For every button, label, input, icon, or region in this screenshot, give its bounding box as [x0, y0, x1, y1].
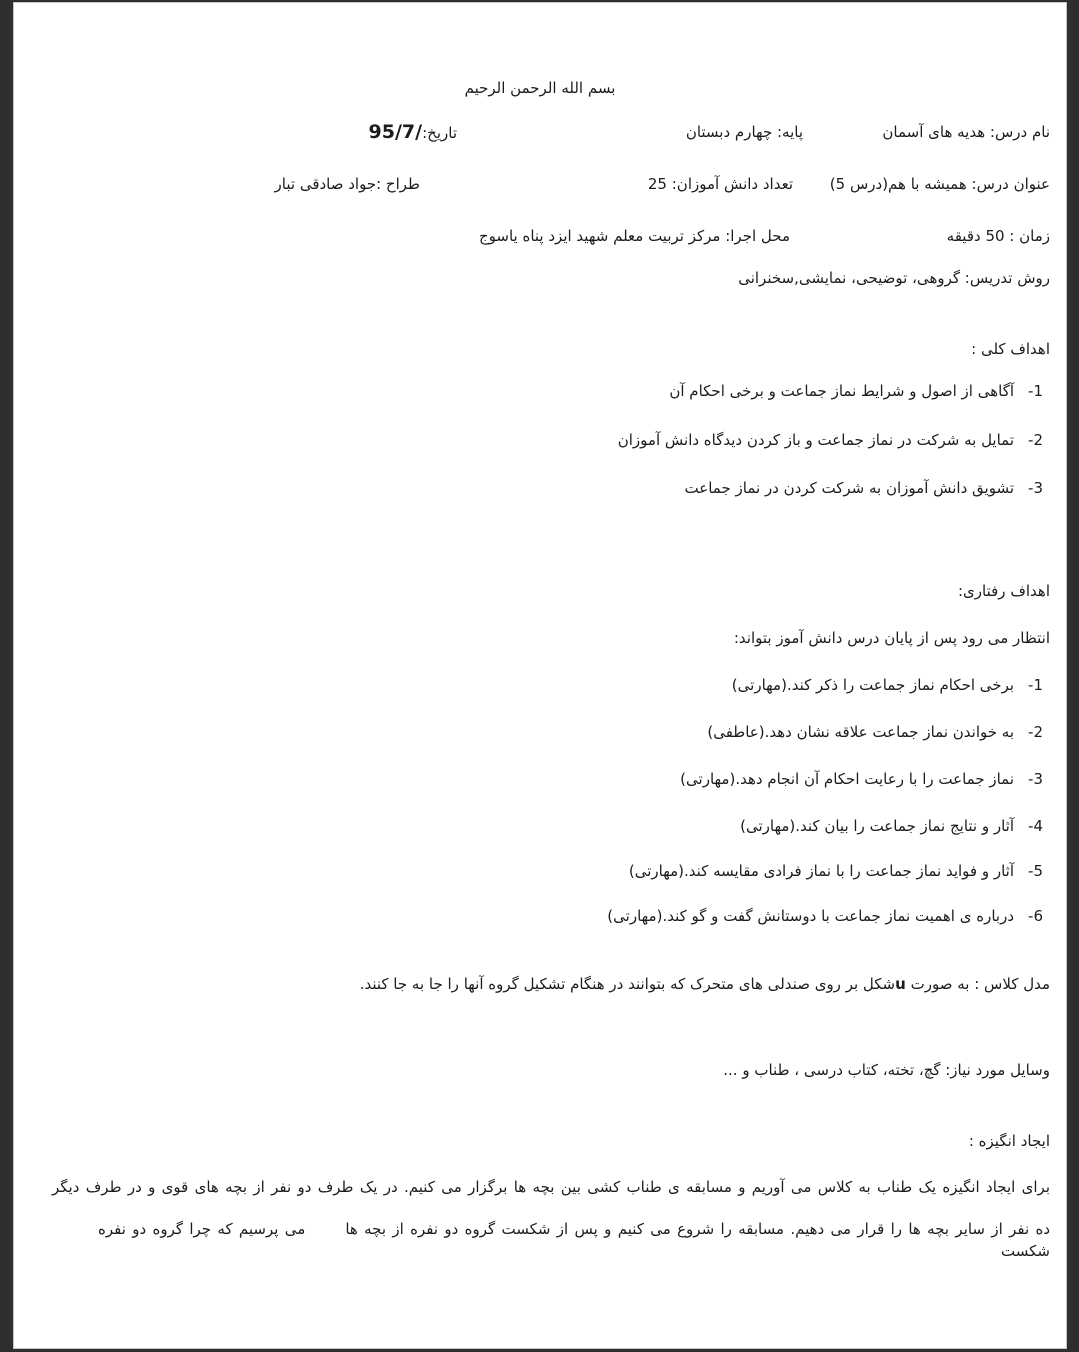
list-item-number: 1- [1028, 382, 1043, 400]
list-item-number: 3- [1028, 479, 1043, 497]
list-item-number: 2- [1028, 723, 1043, 741]
duration-field: زمان : 50 دقیقه [946, 227, 1050, 245]
u-shape-letter: u [895, 975, 906, 993]
designer-field: طراح :جواد صادقی تبار [274, 175, 420, 193]
class-model-suffix: شکل بر روی صندلی های متحرک که بتوانند در هنگام تشکیل گروه آنها را جا به جا کنند. [359, 975, 896, 993]
list-item-text: برخی احکام نماز جماعت را ذکر کند.(مهارتی) [731, 676, 1015, 694]
list-item-number: 6- [1028, 907, 1043, 925]
document-page [13, 2, 1067, 1349]
motivation-heading: ایجاد انگیزه : [968, 1132, 1050, 1150]
motivation-line2-part1: ده نفر از سایر بچه ها را قرار می دهیم. مسابقه را شروع می کنیم و پس از شکست گروه دو نفره از بچه ها [345, 1220, 1050, 1238]
grade-field: پایه: چهارم دبستان [685, 123, 803, 141]
motivation-paragraph-line1: برای ایجاد انگیزه یک طناب به کلاس می آوریم و مسابقه ی طناب کشی بین بچه ها برگزار می کنیم. در یک طرف دو نفر از بچه های قوی و در طرف دیگر [52, 1178, 1050, 1196]
list-item-number: 3- [1028, 770, 1043, 788]
behavioral-objective-item [629, 860, 1043, 882]
behavioral-objectives-intro: انتظار می رود پس از پایان درس دانش آموز بتواند: [733, 629, 1050, 647]
list-item-text: آثار و فواید نماز جماعت را با نماز فرادی مقایسه کند.(مهارتی) [628, 862, 1015, 880]
list-item-number: 1- [1028, 676, 1043, 694]
list-item-number: 5- [1028, 862, 1043, 880]
list-item-text: تشویق دانش آموزان به شرکت کردن در نماز جماعت [684, 479, 1015, 497]
teaching-method-line: روش تدریس: گروهی، توضیحی، نمایشی,سخنرانی [738, 269, 1050, 287]
date-value: 95/7/ [368, 121, 423, 143]
bismillah-line: بسم الله الرحمن الرحیم [464, 79, 616, 97]
list-item-text: نماز جماعت را با رعایت احکام آن انجام دهد.(مهارتی) [680, 770, 1015, 788]
location-field: محل اجرا: مرکز تربیت معلم شهید ایزد پناه یاسوج [478, 227, 790, 245]
lesson-name-field: نام درس: هدیه های آسمان [882, 123, 1050, 141]
list-item-text: تمایل به شرکت در نماز جماعت و باز کردن دیدگاه دانش آموزان [617, 431, 1015, 449]
behavioral-objectives-heading: اهداف رفتاری: [958, 582, 1050, 600]
motivation-line2-part2: می پرسیم که چرا گروه دو نفره شکست [98, 1220, 1050, 1260]
list-item-text: آگاهی از اصول و شرایط نماز جماعت و برخی احکام آن [669, 382, 1015, 400]
list-item-number: 2- [1028, 431, 1043, 449]
behavioral-objective-item [740, 815, 1043, 837]
date-field [369, 121, 457, 144]
class-model-prefix: مدل کلاس : به صورت [905, 975, 1050, 993]
student-count-field: تعداد دانش آموزان: 25 [647, 175, 793, 193]
behavioral-objective-item [732, 674, 1043, 696]
lesson-title-field: عنوان درس: همیشه با هم(درس 5) [829, 175, 1050, 193]
list-item-text: درباره ی اهمیت نماز جماعت با دوستانش گفت و گو کند.(مهارتی) [607, 907, 1015, 925]
behavioral-objective-item [707, 721, 1043, 743]
materials-line: وسایل مورد نیاز: گچ، تخته، کتاب درسی ، طناب و ... [723, 1061, 1050, 1079]
general-objective-item [669, 380, 1043, 402]
list-item-text: آثار و نتایج نماز جماعت را بیان کند.(مهارتی) [740, 817, 1015, 835]
general-objectives-heading: اهداف کلی : [971, 340, 1050, 358]
behavioral-objective-item [607, 905, 1043, 927]
class-model-line [360, 973, 1050, 995]
date-label: تاریخ: [422, 124, 457, 142]
list-item-text: به خواندن نماز جماعت علاقه نشان دهد.(عاطفی) [707, 723, 1015, 741]
behavioral-objective-item [680, 768, 1043, 790]
list-item-number: 4- [1028, 817, 1043, 835]
motivation-paragraph-line2 [98, 1218, 1050, 1262]
general-objective-item [685, 477, 1043, 499]
general-objective-item [618, 429, 1043, 451]
